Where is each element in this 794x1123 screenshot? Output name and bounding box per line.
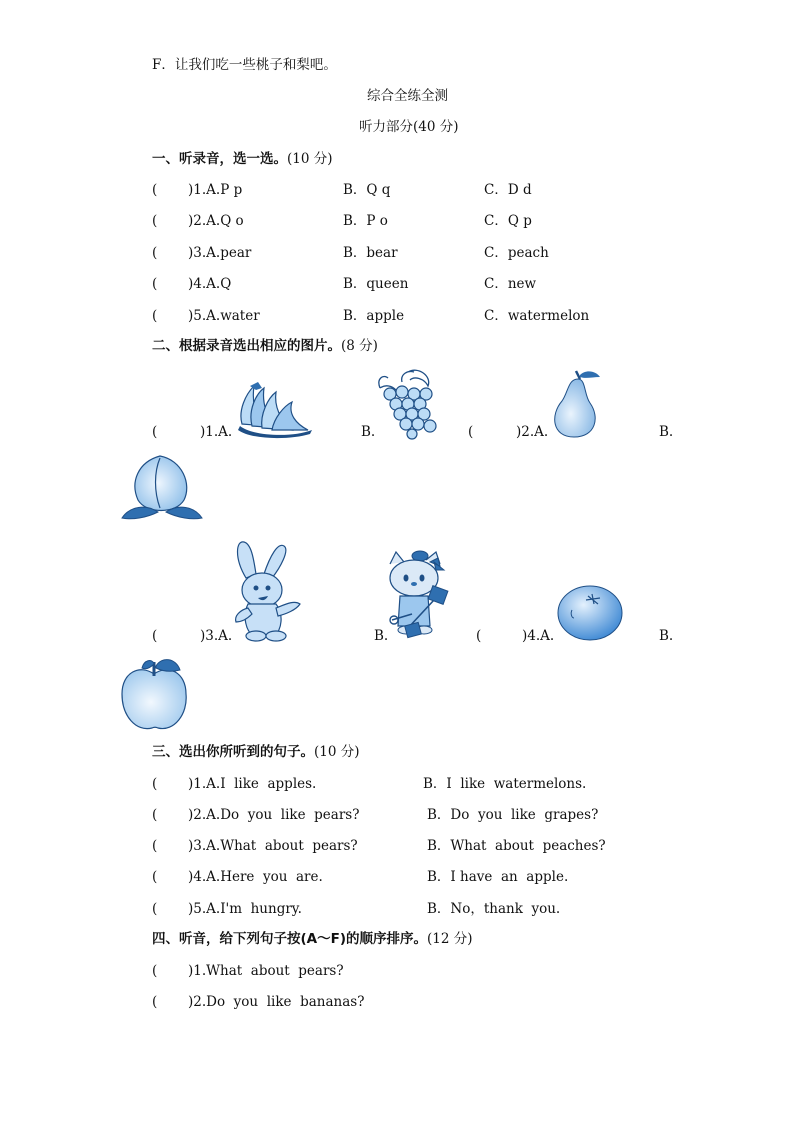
banana-icon[interactable] [232, 380, 318, 440]
s3-item1-option-a: )1.A.I like apples. [188, 776, 317, 792]
s2-q4-label-b: B. [659, 628, 674, 644]
apple-icon[interactable] [118, 656, 192, 736]
grapes-icon[interactable] [374, 368, 438, 440]
s1-item5-option-c: C．watermelon [484, 308, 590, 324]
s3-item3-paren[interactable]: ( [152, 838, 158, 854]
s1-item2-option-b: B．P o [343, 213, 388, 229]
rabbit-icon[interactable] [230, 538, 310, 642]
s4-item2-paren[interactable]: ( [152, 994, 158, 1010]
s3-item4-paren[interactable]: ( [152, 869, 158, 885]
s2-q1-label-b: B. [361, 424, 376, 440]
s1-item5-option-b: B．apple [343, 308, 405, 324]
section1-heading: 一、听录音，选一选。(10 分) [152, 151, 333, 167]
s4-item2-text: )2.Do you like bananas? [188, 994, 365, 1010]
s3-item1-paren[interactable]: ( [152, 776, 158, 792]
s1-item1-option-b: B．Q q [343, 182, 391, 198]
s4-item1-text: )1.What about pears? [188, 963, 344, 979]
s1-item3-option-c: C．peach [484, 245, 549, 261]
section3-heading: 三、选出你所听到的句子。(10 分) [152, 744, 360, 760]
s3-item3-option-a: )3.A.What about pears? [188, 838, 358, 854]
page-subtitle: 听力部分(40 分) [359, 119, 459, 135]
s1-item2-paren[interactable]: ( [152, 213, 158, 229]
s1-item4-option-a: )4.A.Q [188, 276, 232, 292]
s1-item3-paren[interactable]: ( [152, 245, 158, 261]
s2-q4-label-a: )4.A. [522, 628, 555, 644]
peach-icon[interactable] [120, 452, 204, 524]
top-line: F．让我们吃一些桃子和梨吧。 [152, 57, 337, 73]
page-title: 综合全练全测 [367, 88, 448, 104]
s2-q2-label-a: )2.A. [516, 424, 549, 440]
cat-icon[interactable] [384, 550, 468, 644]
s2-q3-label-a: )3.A. [200, 628, 233, 644]
s1-item1-option-a: )1.A.P p [188, 182, 243, 198]
s1-item5-option-a: )5.A.water [188, 308, 260, 324]
s3-item4-option-a: )4.A.Here you are. [188, 869, 323, 885]
s1-item4-paren[interactable]: ( [152, 276, 158, 292]
s1-item1-option-c: C．D d [484, 182, 532, 198]
s1-item3-option-b: B．bear [343, 245, 398, 261]
s2-q2-paren[interactable]: ( [468, 424, 474, 440]
s1-item5-paren[interactable]: ( [152, 308, 158, 324]
s1-item4-option-b: B．queen [343, 276, 409, 292]
s3-item5-paren[interactable]: ( [152, 901, 158, 917]
orange-icon[interactable] [556, 584, 624, 642]
s3-item5-option-b: B．No，thank you. [427, 901, 561, 917]
pear-icon[interactable] [546, 367, 604, 439]
s2-q1-label-a: )1.A. [200, 424, 233, 440]
s1-item4-option-c: C．new [484, 276, 537, 292]
s3-item5-option-a: )5.A.I'm hungry. [188, 901, 302, 917]
s2-q4-paren[interactable]: ( [476, 628, 482, 644]
s1-item1-paren[interactable]: ( [152, 182, 158, 198]
s3-item3-option-b: B．What about peaches? [427, 838, 606, 854]
s3-item2-option-b: B．Do you like grapes? [427, 807, 599, 823]
s1-item2-option-a: )2.A.Q o [188, 213, 244, 229]
s3-item2-paren[interactable]: ( [152, 807, 158, 823]
section2-heading: 二、根据录音选出相应的图片。(8 分) [152, 338, 378, 354]
s3-item1-option-b: B．I like watermelons. [423, 776, 587, 792]
s2-q3-paren[interactable]: ( [152, 628, 158, 644]
section4-heading: 四、听音，给下列句子按(A～F)的顺序排序。(12 分) [152, 931, 473, 947]
s2-q2-label-b: B. [659, 424, 674, 440]
s3-item4-option-b: B．I have an apple. [427, 869, 569, 885]
s2-q3-label-b: B. [374, 628, 389, 644]
s2-q1-paren[interactable]: ( [152, 424, 158, 440]
s4-item1-paren[interactable]: ( [152, 963, 158, 979]
s1-item3-option-a: )3.A.pear [188, 245, 252, 261]
s1-item2-option-c: C．Q p [484, 213, 532, 229]
s3-item2-option-a: )2.A.Do you like pears? [188, 807, 360, 823]
